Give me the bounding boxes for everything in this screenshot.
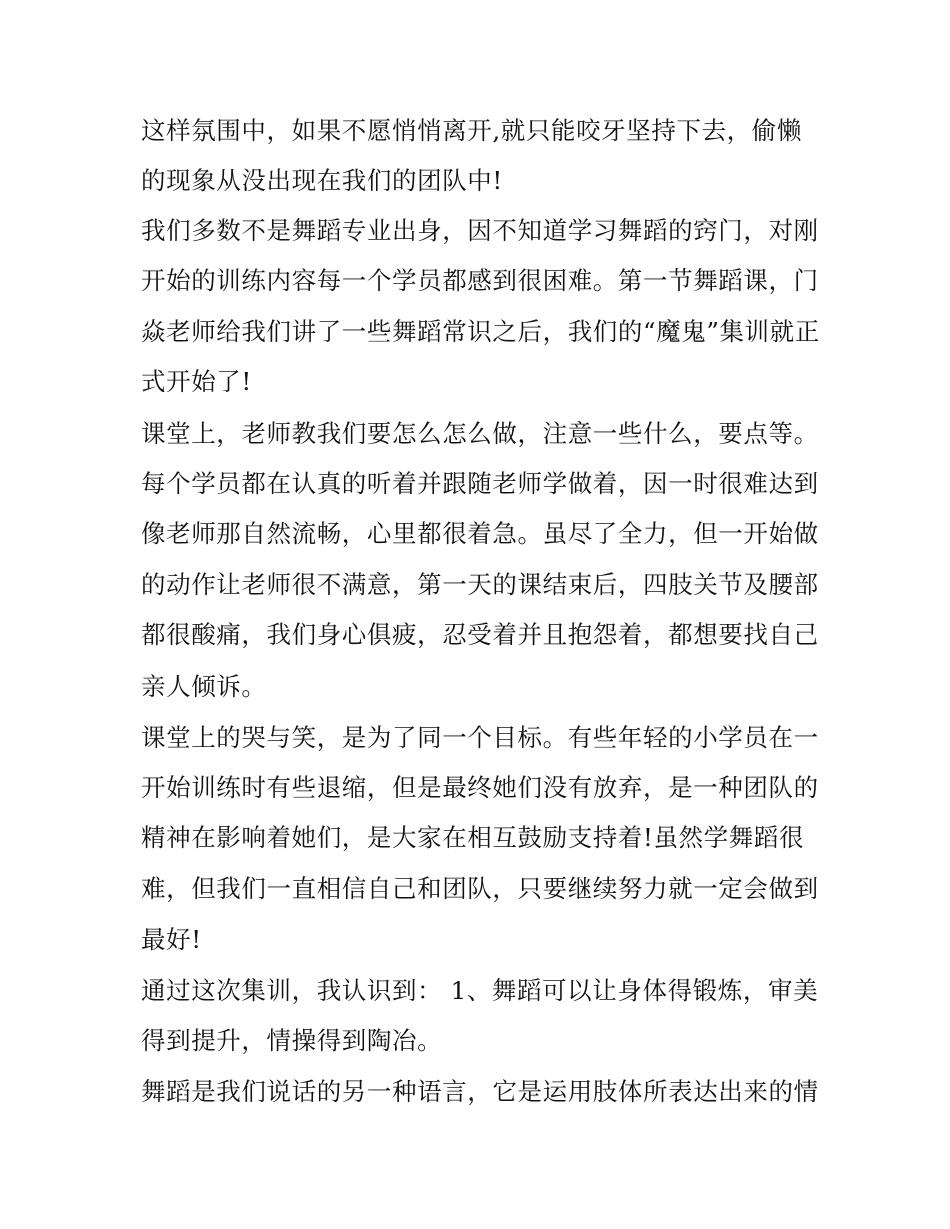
text-line-16: 难，但我们一直相信自己和团队，只要继续努力就一定会做到 bbox=[141, 874, 819, 903]
text-line-13: 课堂上的哭与笑，是为了同一个目标。有些年轻的小学员在一 bbox=[141, 723, 819, 752]
text-line-5: 焱老师给我们讲了一些舞蹈常识之后，我们的“魔鬼”集训就正 bbox=[141, 317, 820, 346]
text-line-14: 开始训练时有些退缩，但是最终她们没有放弃，是一种团队的 bbox=[141, 773, 819, 802]
text-line-4: 开始的训练内容每一个学员都感到很困难。第一节舞蹈课，门 bbox=[141, 266, 819, 295]
text-line-1: 这样氛围中，如果不愿悄悄离开,就只能咬牙坚持下去，偷懒 bbox=[141, 116, 802, 145]
text-line-18: 通过这次集训，我认识到： 1、舞蹈可以让身体得锻炼，审美 bbox=[141, 976, 819, 1005]
text-line-9: 像老师那自然流畅，心里都很着急。虽尽了全力，但一开始做 bbox=[141, 519, 819, 548]
text-line-11: 都很酸痛，我们身心俱疲，忍受着并且抱怨着，都想要找自己 bbox=[141, 620, 819, 649]
text-line-19: 得到提升，情操得到陶冶。 bbox=[141, 1026, 443, 1055]
text-line-6: 式开始了! bbox=[141, 367, 252, 396]
text-line-8: 每个学员都在认真的听着并跟随老师学做着，因一时很难达到 bbox=[141, 469, 819, 498]
text-line-10: 的动作让老师很不满意，第一天的课结束后，四肢关节及腰部 bbox=[141, 570, 819, 599]
text-line-12: 亲人倾诉。 bbox=[141, 672, 267, 701]
text-line-3: 我们多数不是舞蹈专业出身，因不知道学习舞蹈的窍门，对刚 bbox=[141, 216, 819, 245]
text-line-7: 课堂上，老师教我们要怎么怎么做，注意一些什么，要点等。 bbox=[141, 419, 819, 448]
text-line-20: 舞蹈是我们说话的另一种语言，它是运用肢体所表达出来的情 bbox=[141, 1077, 819, 1106]
text-line-2: 的现象从没出现在我们的团队中! bbox=[141, 166, 503, 195]
text-line-15: 精神在影响着她们，是大家在相互鼓励支持着!虽然学舞蹈很 bbox=[141, 823, 805, 852]
text-line-17: 最好! bbox=[141, 925, 202, 954]
